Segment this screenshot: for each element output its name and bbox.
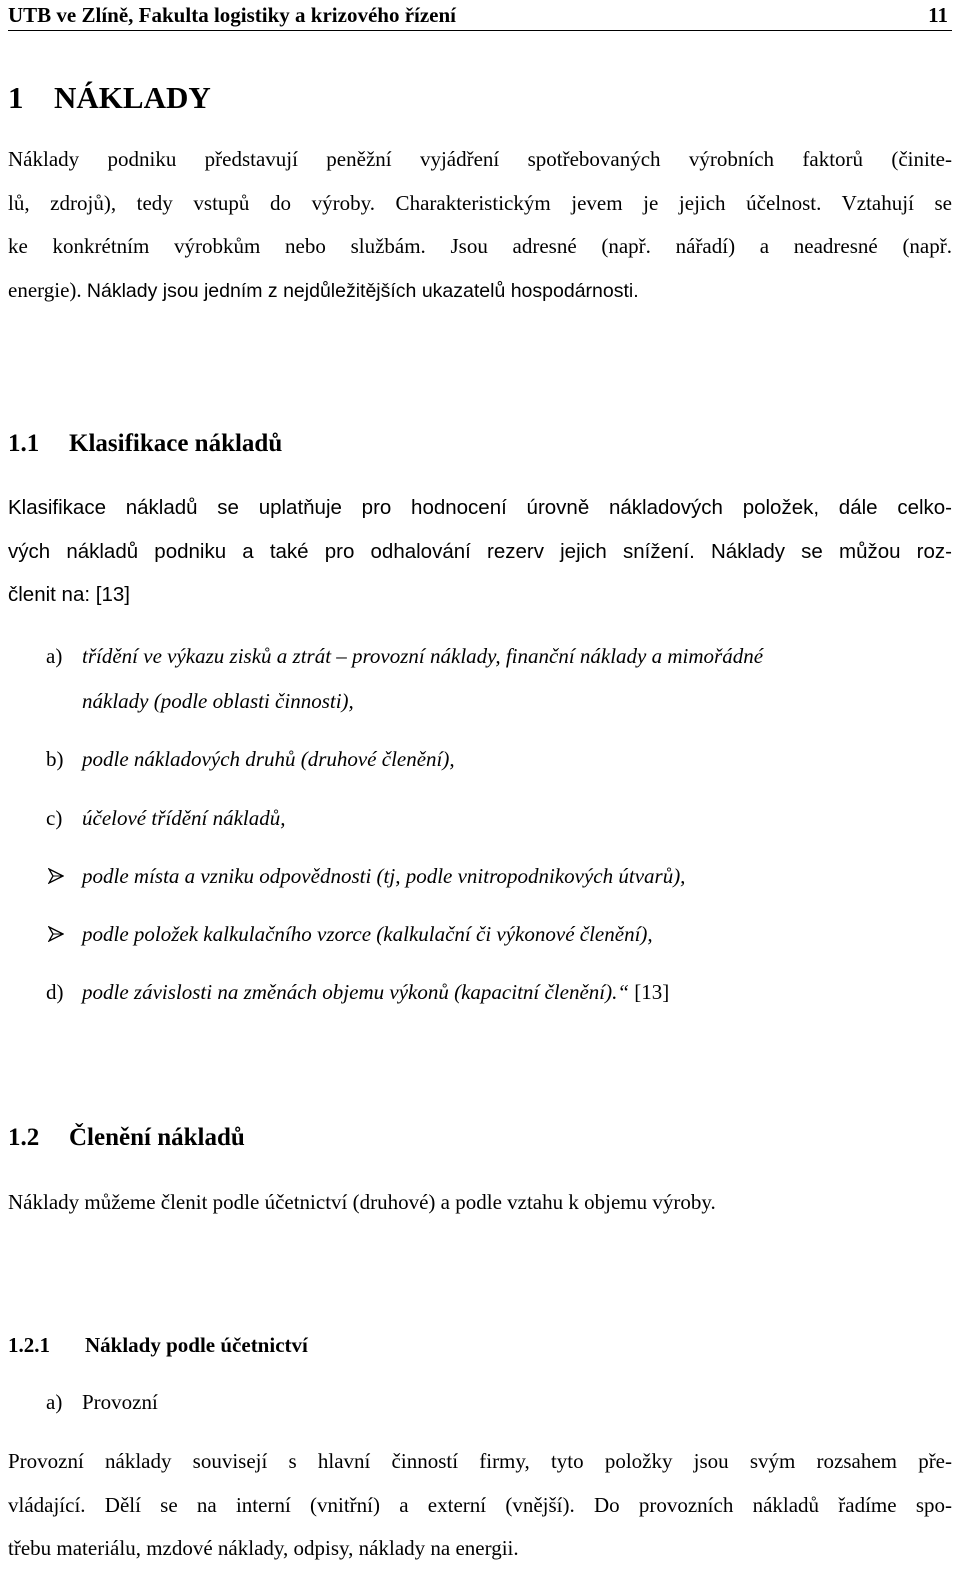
classification-paragraph: [8, 486, 952, 617]
section-number: 1.2: [8, 1124, 40, 1151]
paragraph-line: členit na: [13]: [8, 583, 130, 606]
intro-paragraph: [8, 138, 952, 312]
citation: [13]: [629, 980, 670, 1004]
list-marker: b): [46, 747, 64, 771]
subsection-number: 1.2.1: [8, 1333, 50, 1357]
chapter-heading: [8, 78, 952, 118]
list-marker: c): [46, 806, 63, 830]
list-item-text-cont: náklady (podle oblasti činnosti),: [82, 689, 354, 713]
list-marker: d): [46, 980, 64, 1004]
list-item-text: podle nákladových druhů (druhové členění),: [82, 747, 455, 771]
chapter-number: 1: [8, 80, 24, 115]
section-1-2-paragraph: [8, 1181, 952, 1225]
intro-line: ke konkrétním výrobkům nebo službám. Jsou adresné (např. nářadí) a neadresné (např.: [8, 234, 952, 258]
subsection-heading-1-2-1: [8, 1330, 952, 1360]
list-item-text: třídění ve výkazu zisků a ztrát – provozní náklady, finanční náklady a mimořádné: [82, 644, 764, 668]
intro-line: Náklady podniku představují peněžní vyjádření spotřebovaných výrobních faktorů (činite-: [8, 147, 952, 171]
intro-last-a: energie).: [8, 277, 87, 302]
list-item-text: účelové třídění nákladů,: [82, 806, 286, 830]
list-item-text: podle závislosti na změnách objemu výkonů (kapacitní členění).“: [82, 980, 630, 1004]
intro-last-b: Náklady jsou jedním z nejdůležitějších ukazatelů hospodárnosti.: [86, 279, 639, 302]
section-title: Klasifikace nákladů: [69, 430, 283, 457]
subsection-title: Náklady podle účetnictví: [85, 1333, 308, 1357]
intro-line: lů, zdrojů), tedy vstupů do výroby. Charakteristickým jevem je jejich účelnost. Vztahují se: [8, 190, 952, 215]
paragraph-line: Náklady můžeme členit podle účetnictví (druhové) a podle vztahu k objemu výroby.: [8, 1190, 716, 1214]
paragraph-line: vých nákladů podniku a také pro odhalování rezerv jejich snížení. Náklady se můžou roz-: [8, 539, 952, 563]
paragraph-line: Klasifikace nákladů se uplatňuje pro hodnocení úrovně nákladových položek, dále celko-: [8, 496, 952, 519]
list-item-text: podle místa a vzniku odpovědnosti (tj, podle vnitropodnikových útvarů),: [82, 864, 686, 888]
list-item-text: podle položek kalkulačního vzorce (kalkulační či výkonové členění),: [82, 922, 653, 946]
section-title: Členění nákladů: [69, 1124, 245, 1151]
chapter-title: NÁKLADY: [54, 80, 211, 115]
list-item-text-wrap: [82, 970, 669, 1015]
paragraph-line: Provozní náklady souvisejí s hlavní činností firmy, tyto položky jsou svým rozsahem pře-: [8, 1449, 952, 1473]
running-header: [8, 0, 952, 31]
section-number: 1.1: [8, 430, 40, 457]
list-marker: a): [46, 1390, 63, 1414]
list-marker: a): [46, 644, 63, 668]
intro-last-line: [8, 269, 952, 313]
sub-label-text: Provozní: [82, 1390, 158, 1414]
paragraph-line: třebu materiálu, mzdové náklady, odpisy, náklady na energii.: [8, 1536, 519, 1560]
operating-costs-paragraph: [8, 1440, 952, 1571]
arrow-bullet-icon: [48, 926, 64, 942]
header-title: UTB ve Zlíně, Fakulta logistiky a krizového řízení: [8, 3, 457, 27]
page-number: 11: [928, 3, 948, 27]
section-heading-1-1: [8, 426, 952, 462]
section-heading-1-2: [8, 1120, 952, 1156]
arrow-bullet-icon: [48, 868, 64, 884]
paragraph-line: vládající. Dělí se na interní (vnitřní) a externí (vnější). Do provozních nákladů řadíme spo-: [8, 1492, 952, 1517]
